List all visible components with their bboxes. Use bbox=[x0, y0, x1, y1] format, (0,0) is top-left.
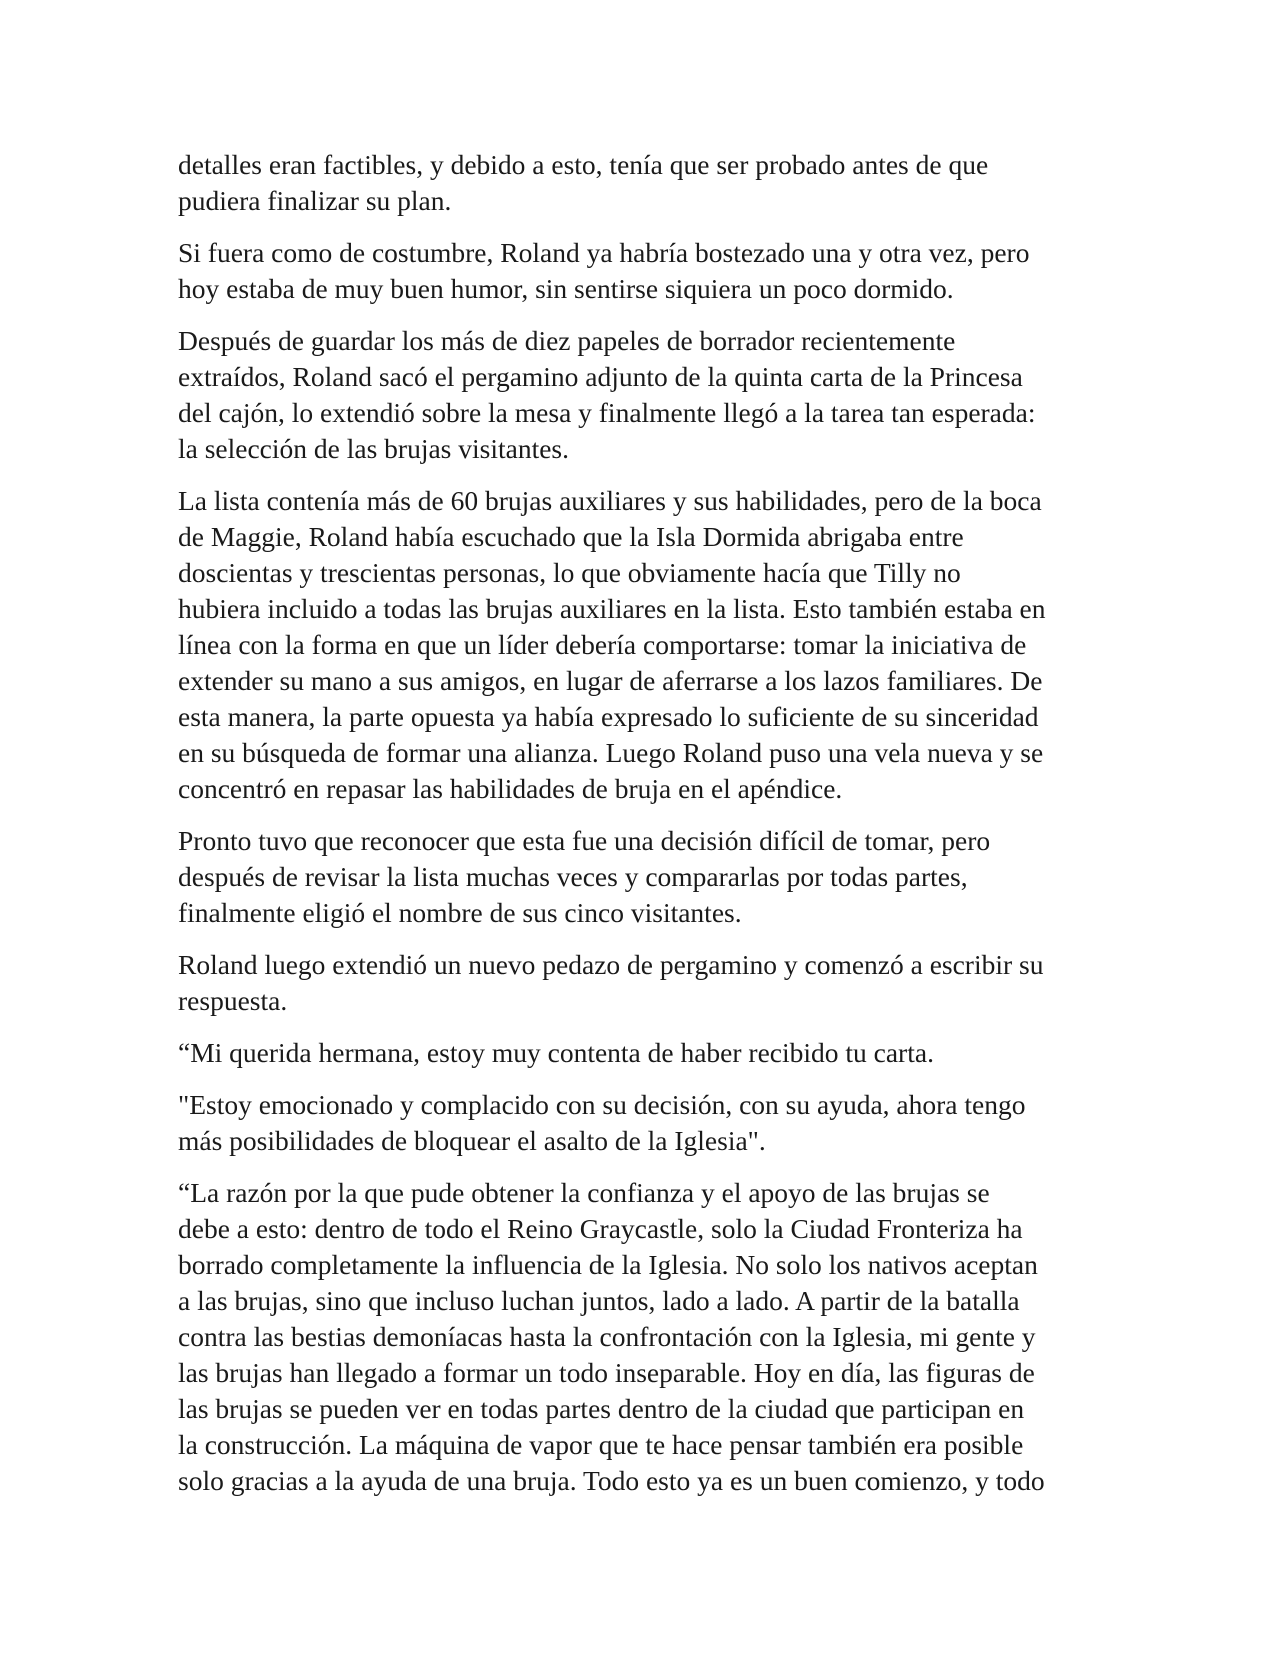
text-line: respuesta. bbox=[178, 985, 288, 1016]
text-line: línea con la forma en que un líder debería comportarse: tomar la iniciativa de bbox=[178, 629, 1027, 660]
document-page bbox=[178, 147, 1108, 1515]
text-line: La lista contenía más de 60 brujas auxiliares y sus habilidades, pero de la boca bbox=[178, 485, 1042, 516]
text-line: hubiera incluido a todas las brujas auxiliares en la lista. Esto también estaba en bbox=[178, 593, 1046, 624]
paragraph-2 bbox=[178, 235, 1108, 307]
text-line: Roland luego extendió un nuevo pedazo de pergamino y comenzó a escribir su bbox=[178, 949, 1044, 980]
paragraph-6 bbox=[178, 947, 1108, 1019]
text-line: de Maggie, Roland había escuchado que la Isla Dormida abrigaba entre bbox=[178, 521, 964, 552]
text-line: "Estoy emocionado y complacido con su decisión, con su ayuda, ahora tengo bbox=[178, 1089, 1026, 1120]
text-line: Pronto tuvo que reconocer que esta fue una decisión difícil de tomar, pero bbox=[178, 825, 991, 856]
text-line: más posibilidades de bloquear el asalto de la Iglesia". bbox=[178, 1125, 766, 1156]
paragraph-8 bbox=[178, 1087, 1108, 1159]
paragraph-1 bbox=[178, 147, 1108, 219]
text-line: hoy estaba de muy buen humor, sin sentirse siquiera un poco dormido. bbox=[178, 273, 954, 304]
paragraph-5 bbox=[178, 823, 1108, 931]
text-line: después de revisar la lista muchas veces y compararlas por todas partes, bbox=[178, 861, 968, 892]
paragraph-7 bbox=[178, 1035, 1108, 1071]
text-line: extender su mano a sus amigos, en lugar de aferrarse a los lazos familiares. De bbox=[178, 665, 1043, 696]
text-line: las brujas se pueden ver en todas partes dentro de la ciudad que participan en bbox=[178, 1393, 1025, 1424]
text-line: concentró en repasar las habilidades de bruja en el apéndice. bbox=[178, 773, 843, 804]
text-line: debe a esto: dentro de todo el Reino Graycastle, solo la Ciudad Fronteriza ha bbox=[178, 1213, 1023, 1244]
text-line: en su búsqueda de formar una alianza. Luego Roland puso una vela nueva y se bbox=[178, 737, 1044, 768]
text-line: extraídos, Roland sacó el pergamino adjunto de la quinta carta de la Princesa bbox=[178, 361, 1023, 392]
text-line: “La razón por la que pude obtener la confianza y el apoyo de las brujas se bbox=[178, 1177, 990, 1208]
paragraph-9 bbox=[178, 1175, 1108, 1499]
text-line: a las brujas, sino que incluso luchan juntos, lado a lado. A partir de la batalla bbox=[178, 1285, 1020, 1316]
text-line: doscientas y trescientas personas, lo que obviamente hacía que Tilly no bbox=[178, 557, 961, 588]
text-line: finalmente eligió el nombre de sus cinco visitantes. bbox=[178, 897, 742, 928]
text-line: Si fuera como de costumbre, Roland ya habría bostezado una y otra vez, pero bbox=[178, 237, 1030, 268]
text-line: la selección de las brujas visitantes. bbox=[178, 433, 569, 464]
paragraph-3 bbox=[178, 323, 1108, 467]
text-line: del cajón, lo extendió sobre la mesa y finalmente llegó a la tarea tan esperada: bbox=[178, 397, 1036, 428]
text-line: Después de guardar los más de diez papeles de borrador recientemente bbox=[178, 325, 956, 356]
text-line: solo gracias a la ayuda de una bruja. Todo esto ya es un buen comienzo, y todo bbox=[178, 1465, 1045, 1496]
paragraph-4 bbox=[178, 483, 1108, 807]
text-line: pudiera finalizar su plan. bbox=[178, 185, 452, 216]
text-line: las brujas han llegado a formar un todo inseparable. Hoy en día, las figuras de bbox=[178, 1357, 1035, 1388]
text-line: contra las bestias demoníacas hasta la confrontación con la Iglesia, mi gente y bbox=[178, 1321, 1036, 1352]
text-line: esta manera, la parte opuesta ya había expresado lo suficiente de su sinceridad bbox=[178, 701, 1039, 732]
text-line: la construcción. La máquina de vapor que te hace pensar también era posible bbox=[178, 1429, 1024, 1460]
text-line: borrado completamente la influencia de la Iglesia. No solo los nativos aceptan bbox=[178, 1249, 1038, 1280]
text-line: “Mi querida hermana, estoy muy contenta de haber recibido tu carta. bbox=[178, 1037, 934, 1068]
text-line: detalles eran factibles, y debido a esto, tenía que ser probado antes de que bbox=[178, 149, 989, 180]
